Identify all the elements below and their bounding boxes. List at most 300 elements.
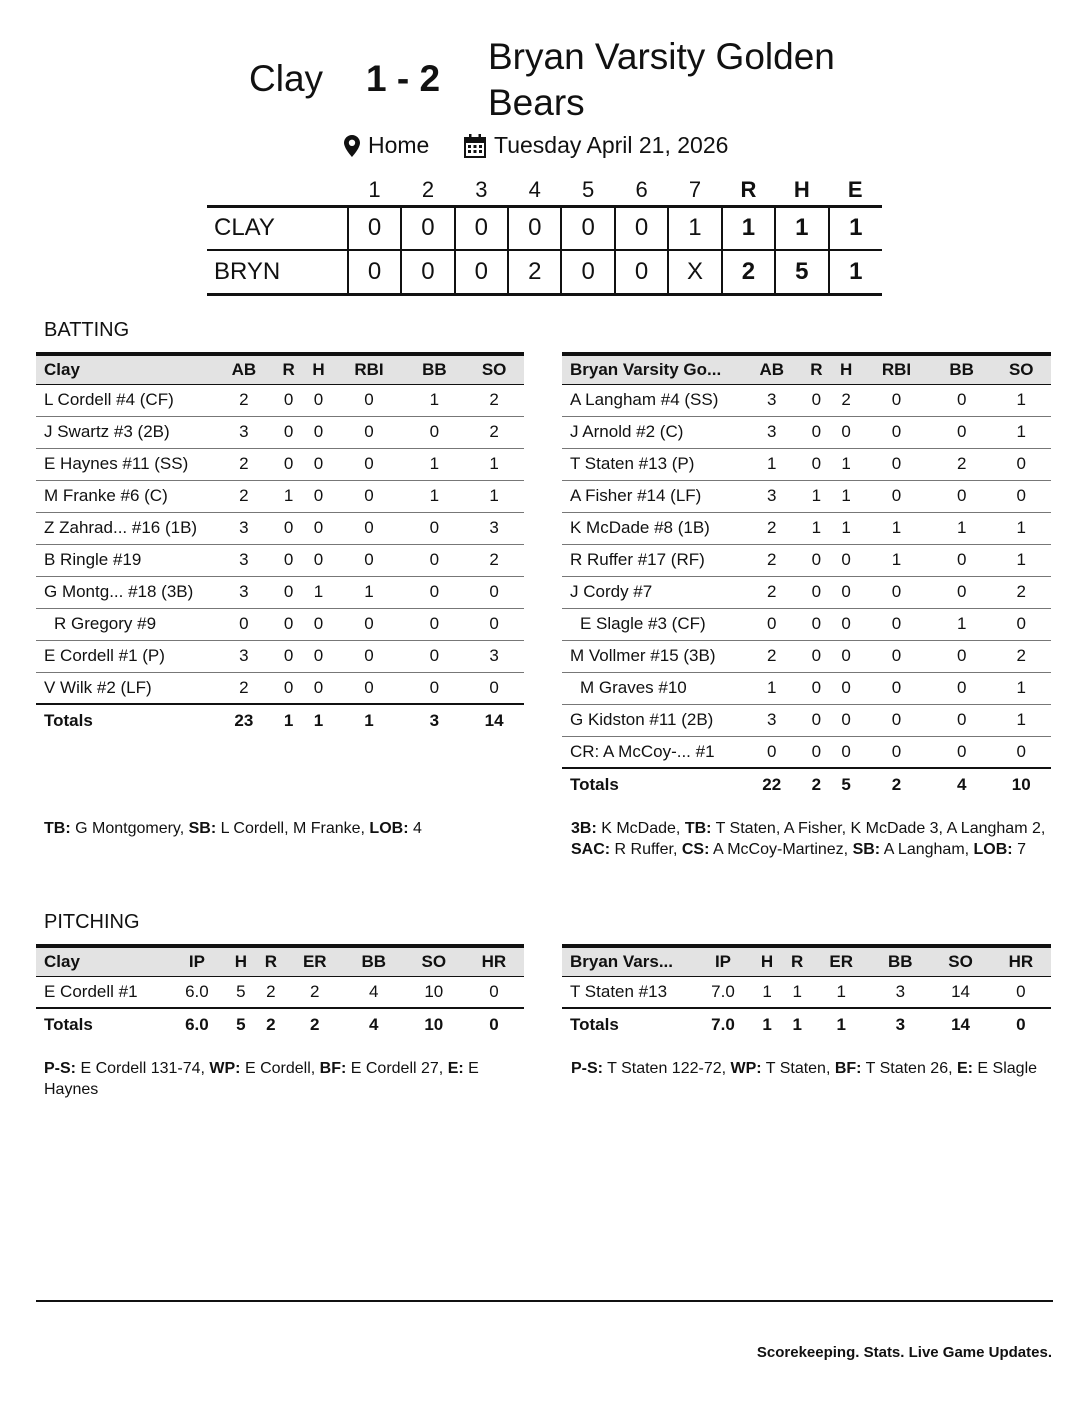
inning-header: 6 [635,177,648,203]
stat-cell: 0 [831,672,861,704]
inning-score: 0 [455,206,508,250]
stat-cell: 6.0 [168,976,226,1008]
stat-cell: 1 [304,576,334,608]
stat-cell: 0 [304,416,334,448]
note-text: L Cordell, M Franke, [216,820,370,837]
pitching-table-home [562,944,1051,1040]
stat-cell: 3 [742,416,802,448]
stat-cell: 0 [274,576,304,608]
player-row [36,512,524,544]
note-text: K McDade, [596,820,685,837]
player-name: L Cordell #4 (CF) [36,384,214,416]
total-cell: 14 [464,704,524,736]
stat-cell: 0 [861,608,932,640]
stat-cell: 2 [214,448,274,480]
stat-column-header: SO [421,951,447,971]
location [344,132,429,159]
table-header-row [36,354,524,384]
total-cell: 2 [802,768,832,800]
note-text: 4 [408,820,422,837]
stat-cell: 14 [930,976,990,1008]
stat-cell: 1 [861,512,932,544]
stat-cell: 1 [991,544,1051,576]
runs-header: R [740,177,757,203]
player-name: G Kidston #11 (2B) [562,704,742,736]
stat-column-header: IP [188,951,205,971]
team-column-header: Bryan Vars... [570,951,674,971]
stat-cell: 1 [464,480,524,512]
player-row [562,416,1051,448]
stat-cell: 0 [464,976,524,1008]
stat-cell: 1 [742,448,802,480]
total-runs: 2 [722,250,775,294]
stat-cell: 0 [861,736,932,768]
inning-score: 0 [615,206,668,250]
stat-column-header: AB [231,359,257,379]
inning-header: 5 [582,177,595,203]
note-label: CS: [681,841,710,858]
stat-cell: 0 [333,672,404,704]
note-label: SAC: [571,841,611,858]
pitching-table-away [36,944,524,1040]
inning-header: 3 [475,177,488,203]
stat-cell: 10 [404,976,464,1008]
team-column-header: Bryan Varsity Go... [570,359,722,379]
stat-cell: 2 [214,480,274,512]
date-label: Tuesday April 21, 2026 [494,132,729,158]
totals-label: Totals [562,768,742,800]
player-row [36,672,524,704]
stat-cell: 0 [861,384,932,416]
stat-cell: 1 [991,512,1051,544]
stat-column-header: AB [759,359,785,379]
stat-column-header: R [791,951,804,971]
stat-cell: 0 [304,608,334,640]
note-text: 7 [1012,841,1026,858]
stat-column-header: R [282,359,295,379]
linescore-row-away [207,206,882,250]
stat-cell: 3 [742,704,802,736]
stat-cell: 0 [861,416,932,448]
note-text: E Haynes [44,1060,479,1098]
total-cell: 7.0 [694,1008,752,1040]
stat-column-header: SO [1008,359,1034,379]
stat-cell: 0 [932,640,992,672]
stat-cell: 0 [831,608,861,640]
stat-cell: 3 [464,512,524,544]
stat-cell: 0 [991,736,1051,768]
stat-cell: 0 [861,448,932,480]
total-cell: 23 [214,704,274,736]
stat-cell: 0 [405,672,465,704]
stat-column-header: BB [361,951,386,971]
stat-cell: 0 [274,512,304,544]
stat-cell: 1 [831,480,861,512]
stat-cell: 3 [464,640,524,672]
stat-cell: 3 [870,976,930,1008]
stat-cell: 2 [464,384,524,416]
note-label: TB: [44,820,71,837]
stat-cell: 0 [991,480,1051,512]
stat-column-header: HR [1008,951,1034,971]
stat-cell: 1 [752,976,782,1008]
inning-score: 1 [668,206,721,250]
footer-divider [36,1300,1053,1302]
player-name: Z Zahrad... #16 (1B) [36,512,214,544]
player-row [562,736,1051,768]
stat-cell: 1 [802,480,832,512]
footer-tagline: Scorekeeping. Stats. Live Game Updates. [756,1344,1052,1361]
stat-cell: 2 [464,544,524,576]
stat-cell: 0 [991,608,1051,640]
stat-cell: 0 [802,672,832,704]
total-cell: 10 [991,768,1051,800]
totals-row [36,704,524,736]
player-name: J Cordy #7 [562,576,742,608]
pitching-section-title: PITCHING [44,911,140,933]
player-name: A Langham #4 (SS) [562,384,742,416]
stat-cell: 3 [214,576,274,608]
player-row [562,448,1051,480]
batting-table-away [36,352,524,736]
player-name: K McDade #8 (1B) [562,512,742,544]
stat-cell: 1 [333,576,404,608]
stat-cell: 0 [991,448,1051,480]
stat-cell: 0 [304,512,334,544]
note-label: LOB: [973,841,1013,858]
total-cell: 5 [226,1008,256,1040]
stat-cell: 1 [991,672,1051,704]
note-label: SB: [188,820,217,837]
stat-cell: 0 [802,704,832,736]
stat-cell: 3 [214,416,274,448]
stat-cell: 1 [405,480,465,512]
player-row [36,448,524,480]
stat-cell: 2 [464,416,524,448]
calendar-icon [464,134,486,158]
totals-row [36,1008,524,1040]
total-cell: 1 [333,704,404,736]
inning-score: 2 [508,250,561,294]
note-label: P-S: [571,1060,603,1077]
stat-cell: 0 [304,480,334,512]
stat-cell: 0 [802,608,832,640]
stat-cell: 0 [274,544,304,576]
stat-cell: 0 [861,576,932,608]
stat-cell: 0 [333,384,404,416]
stat-cell: 0 [831,704,861,736]
inning-score: 0 [401,250,454,294]
stat-cell: 0 [405,512,465,544]
totals-row [562,1008,1051,1040]
note-label: TB: [684,820,712,837]
stat-cell: 1 [464,448,524,480]
stat-cell: 1 [274,480,304,512]
note-text: R Ruffer, [610,841,682,858]
stat-cell: 1 [831,448,861,480]
stat-cell: 1 [742,672,802,704]
player-name: T Staten #13 [562,976,694,1008]
stat-cell: 2 [991,640,1051,672]
total-cell: 5 [831,768,861,800]
player-row [562,384,1051,416]
inning-header: 2 [421,177,435,203]
stat-cell: 0 [802,544,832,576]
note-label: WP: [730,1060,762,1077]
stat-cell: 2 [991,576,1051,608]
stat-cell: 3 [214,512,274,544]
stat-cell: 0 [274,672,304,704]
pitching-notes-away [44,1058,524,1100]
stat-cell: 1 [932,512,992,544]
player-row [36,480,524,512]
stat-cell: 0 [274,640,304,672]
stat-cell: 3 [742,384,802,416]
total-errors: 1 [849,257,863,285]
player-row [562,640,1051,672]
total-cell: 3 [870,1008,930,1040]
total-cell: 1 [752,1008,782,1040]
stat-cell: 7.0 [694,976,752,1008]
stat-cell: 0 [464,576,524,608]
stat-cell: 0 [861,480,932,512]
player-row [562,672,1051,704]
inning-score: 0 [508,206,561,250]
player-name: E Slagle #3 (CF) [562,608,742,640]
stat-cell: 0 [333,448,404,480]
stat-cell: 0 [333,512,404,544]
note-text: G Montgomery, [70,820,189,837]
stat-cell: 0 [405,576,465,608]
totals-label: Totals [36,704,214,736]
total-errors: 1 [849,214,863,242]
totals-label: Totals [562,1008,694,1040]
stat-cell: 0 [831,576,861,608]
player-name: J Swartz #3 (2B) [36,416,214,448]
note-label: BF: [834,1060,862,1077]
player-row [36,384,524,416]
stat-cell: 0 [802,416,832,448]
stat-cell: 2 [932,448,992,480]
player-name: E Cordell #1 [36,976,168,1008]
stat-column-header: SO [481,359,507,379]
total-cell: 14 [930,1008,990,1040]
player-name: M Vollmer #15 (3B) [562,640,742,672]
player-name: E Cordell #1 (P) [36,640,214,672]
team-column-header: Clay [44,359,80,379]
stat-cell: 0 [214,608,274,640]
stat-cell: 0 [274,416,304,448]
total-cell: 4 [344,1008,404,1040]
total-cell: 1 [274,704,304,736]
stat-cell: 2 [256,976,286,1008]
stat-cell: 0 [405,608,465,640]
stat-cell: 0 [932,704,992,736]
stat-cell: 0 [932,416,992,448]
batting-notes-home [571,818,1051,860]
note-text: E Cordell 27, [346,1060,448,1077]
player-row [562,480,1051,512]
player-row [36,976,524,1008]
stat-cell: 0 [274,448,304,480]
stat-cell: 0 [932,384,992,416]
inning-header: 4 [528,177,541,203]
stat-cell: 0 [802,640,832,672]
table-header-row [562,946,1051,976]
stat-cell: 0 [861,704,932,736]
note-text: T Staten, [761,1060,835,1077]
stat-cell: 0 [831,544,861,576]
stat-column-header: ER [302,951,327,971]
stat-cell: 0 [802,576,832,608]
stat-cell: 1 [782,976,812,1008]
total-cell: 6.0 [168,1008,226,1040]
stat-cell: 1 [405,448,465,480]
total-cell: 22 [742,768,802,800]
note-label: E: [956,1060,973,1077]
stat-cell: 0 [274,384,304,416]
player-row [562,576,1051,608]
linescore-table [207,176,882,296]
player-name: R Gregory #9 [36,608,214,640]
total-cell: 2 [861,768,932,800]
batting-section-title: BATTING [44,319,130,341]
player-row [36,416,524,448]
stat-cell: 0 [802,384,832,416]
inning-header: 1 [368,177,381,203]
stat-column-header: H [760,951,774,971]
stat-cell: 0 [405,640,465,672]
inning-score: 0 [561,250,614,294]
stat-column-header: R [264,951,278,971]
stat-cell: 1 [831,512,861,544]
stat-cell: 0 [831,416,861,448]
stat-cell: 2 [742,640,802,672]
total-cell: 2 [256,1008,286,1040]
stat-cell: 0 [831,736,861,768]
table-header-row [36,946,524,976]
errors-header: E [847,177,863,203]
note-text: T Staten 122-72, [603,1060,731,1077]
stat-cell: 2 [742,512,802,544]
stat-cell: 0 [742,608,802,640]
note-label: E: [447,1060,464,1077]
stat-cell: 0 [304,448,334,480]
player-name: J Arnold #2 (C) [562,416,742,448]
stat-cell: 0 [861,640,932,672]
linescore-team: CLAY [207,206,348,250]
stat-cell: 0 [333,544,404,576]
player-name: M Franke #6 (C) [36,480,214,512]
stat-column-header: HR [481,951,507,971]
stat-cell: 0 [405,544,465,576]
player-name: M Graves #10 [562,672,742,704]
note-label: BF: [319,1060,347,1077]
total-cell: 2 [286,1008,344,1040]
stat-cell: 0 [304,384,334,416]
total-runs: 1 [722,206,775,250]
team-column-header: Clay [44,951,80,971]
stat-cell: 1 [932,608,992,640]
batting-table-home [562,352,1051,800]
inning-score: 0 [455,250,508,294]
stat-cell: 0 [304,672,334,704]
player-name: R Ruffer #17 (RF) [562,544,742,576]
stat-cell: 0 [802,448,832,480]
stat-cell: 0 [304,544,334,576]
stat-column-header: BB [422,359,447,379]
stat-cell: 1 [405,384,465,416]
total-cell: 0 [464,1008,524,1040]
note-text: A McCoy-Martinez, [709,841,853,858]
total-cell: 0 [991,1008,1051,1040]
player-row [562,512,1051,544]
stat-cell: 0 [464,672,524,704]
total-cell: 3 [405,704,465,736]
stat-cell: 4 [344,976,404,1008]
note-label: WP: [209,1060,241,1077]
total-hits: 1 [775,206,828,250]
stat-cell: 1 [991,416,1051,448]
inning-score: 0 [401,206,454,250]
stat-cell: 0 [274,608,304,640]
stat-cell: 0 [333,480,404,512]
player-row [36,640,524,672]
player-row [562,544,1051,576]
stat-cell: 0 [304,640,334,672]
note-text: T Staten 26, [861,1060,957,1077]
stat-cell: 0 [861,672,932,704]
stat-cell: 1 [802,512,832,544]
stat-cell: 2 [286,976,344,1008]
away-team-name: Clay [249,58,324,99]
total-cell: 10 [404,1008,464,1040]
stat-cell: 0 [932,576,992,608]
stat-column-header: ER [829,951,854,971]
note-label: P-S: [44,1060,76,1077]
player-name: G Montg... #18 (3B) [36,576,214,608]
note-label: SB: [852,841,881,858]
stat-column-header: IP [714,951,732,971]
stat-cell: 5 [226,976,256,1008]
home-team-name: Bryan Varsity Golden Bears [488,36,835,123]
hits-header: H [793,177,810,203]
inning-score: 0 [615,250,668,294]
note-text: E Cordell, [240,1060,320,1077]
stat-column-header: BB [949,359,974,379]
stat-column-header: BB [888,951,913,971]
note-text: E Slagle [972,1060,1038,1077]
stat-cell: 0 [333,416,404,448]
stat-cell: 0 [932,736,992,768]
stat-cell: 3 [742,480,802,512]
player-name: T Staten #13 (P) [562,448,742,480]
inning-score: X [668,250,721,294]
stat-column-header: R [810,359,823,379]
stat-cell: 2 [742,576,802,608]
player-name: CR: A McCoy-... #1 [562,736,742,768]
stat-cell: 1 [991,384,1051,416]
player-name: V Wilk #2 (LF) [36,672,214,704]
inning-score: 0 [561,206,614,250]
total-cell: 4 [932,768,992,800]
batting-notes-away [44,818,514,839]
table-header-row [562,354,1051,384]
stat-cell: 0 [405,416,465,448]
stat-cell: 0 [333,608,404,640]
stat-column-header: RBI [881,359,912,379]
player-row [562,704,1051,736]
